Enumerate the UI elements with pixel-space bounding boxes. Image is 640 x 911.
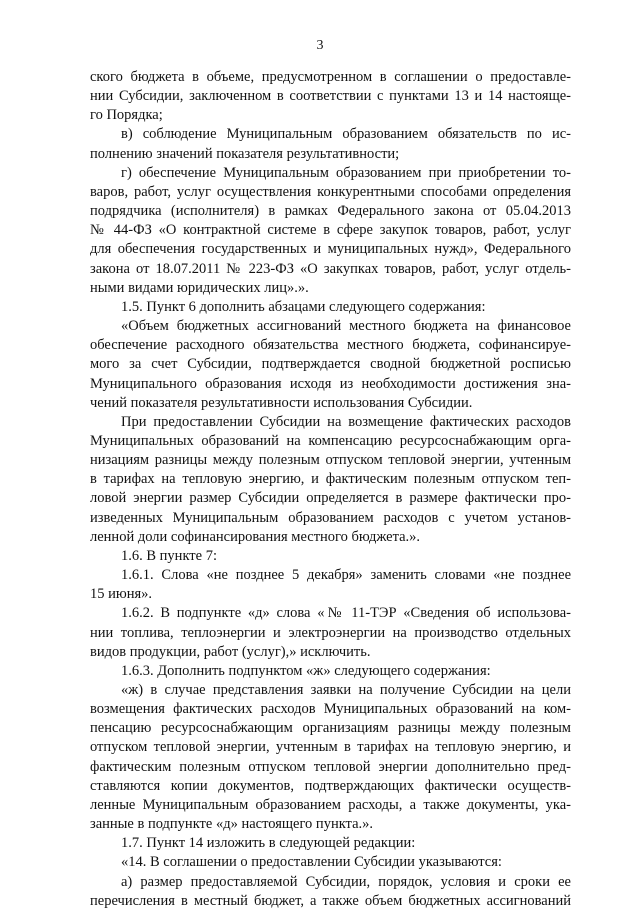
paragraph-1-7 (90, 834, 571, 853)
document-body (90, 68, 571, 911)
text-line: ского бюджета в объеме, предусмотренном в соглашении о предоставле- (90, 69, 571, 85)
text-line: для обеспечения государственных и муниципальных нужд», Федерального (90, 241, 571, 258)
page-number: 3 (316, 38, 324, 53)
text-line: 1.6.1. Слова «не позднее 5 декабря» заменить словами «не позднее (121, 567, 571, 584)
text-line: нии Субсидии, заключенном в соответствии с пунктами 13 и 14 настояще- (90, 88, 571, 105)
paragraph-1-6-3 (90, 662, 571, 681)
text-line: варов, работ, услуг осуществления конкурентными способами определения (90, 183, 571, 200)
text-line: «Объем бюджетных ассигнований местного бюджета на финансовое (121, 318, 571, 335)
text-line: полнению значений показателя результативности; (90, 145, 400, 162)
text-line: а) размер предоставляемой Субсидии, порядок, условия и сроки ее (121, 873, 571, 890)
text-line: Муниципального образования исходя из необходимости достижения зна- (90, 375, 571, 392)
text-line: 15 июня». (90, 586, 153, 603)
text-line: перечисления в местный бюджет, а также объем бюджетных ассигнований (90, 892, 571, 909)
paragraph-item-a (90, 873, 571, 911)
paragraph-budget-volume (90, 68, 571, 125)
text-line: «14. В соглашении о предоставлении Субсидии указываются: (121, 854, 502, 871)
paragraph-1-6-2 (90, 604, 571, 661)
text-line: 1.6. В пункте 7: (121, 547, 217, 564)
text-line: ленные Муниципальным образованием расходы, а также документы, ука- (90, 796, 571, 813)
text-line: ловой энергии размер Субсидии определяется в размере фактически про- (90, 490, 571, 507)
text-line: 1.7. Пункт 14 изложить в следующей редакции: (121, 835, 416, 852)
text-line: низациям разницы между полезным отпуском тепловой энергии, учтенным (90, 452, 571, 469)
text-line: чений показателя результативности использования Субсидии. (90, 394, 473, 411)
text-line: 1.5. Пункт 6 дополнить абзацами следующего содержания: (121, 298, 486, 315)
text-line: закона от 18.07.2011 № 223-ФЗ «О закупках товаров, работ, услуг отдель- (90, 260, 571, 277)
paragraph-item-14 (90, 853, 571, 872)
text-line: обеспечение расходного обязательства местного бюджета, софинансируе- (90, 337, 571, 354)
text-line: мого за счет Субсидии, подтверждается сводной бюджетной росписью (90, 356, 571, 373)
text-line: изведенных Муниципальным образованием расходов с учетом установ- (90, 509, 571, 526)
text-line: 1.6.3. Дополнить подпунктом «ж» следующего содержания: (121, 662, 491, 679)
text-line: в) соблюдение Муниципальным образованием обязательств по ис- (121, 126, 571, 143)
paragraph-item-g (90, 164, 571, 298)
text-line: го Порядка; (90, 107, 163, 124)
text-line: «ж) в случае представления заявки на получение Субсидии на цели (121, 682, 571, 698)
paragraph-subsidy-compensation (90, 413, 571, 547)
text-line: ставляются копии документов, подтверждающих фактически осуществ- (90, 777, 571, 794)
text-line: фактическим полезным отпуском тепловой энергии дополнительно пред- (90, 758, 571, 775)
paragraph-budget-allocations (90, 317, 571, 413)
text-line: возмещения фактических расходов Муниципальных образований на ком- (90, 701, 571, 718)
text-line: 1.6.2. В подпункте «д» слова «№ 11-ТЭР «Сведения об использова- (121, 605, 571, 622)
text-line: Муниципальных образований на компенсацию ресурсоснабжающим орга- (90, 432, 571, 449)
text-line: подрядчика (исполнителя) в рамках Федерального закона от 05.04.2013 (90, 203, 571, 220)
paragraph-1-5 (90, 298, 571, 317)
text-line: нии топлива, теплоэнергии и электроэнергии на производство отдельных (90, 624, 571, 641)
text-line: ленной доли софинансирования местного бюджета.». (90, 528, 421, 545)
text-line: пенсацию ресурсоснабжающим организациям разницы между полезным (90, 720, 571, 737)
text-line: г) обеспечение Муниципальным образованием при приобретении то- (121, 164, 571, 181)
text-line: ными видами юридических лиц».». (90, 279, 309, 296)
text-line: отпуском тепловой энергии, учтенным в тарифах на тепловую энергию, и (90, 739, 571, 756)
text-line: При предоставлении Субсидии на возмещение фактических расходов (121, 413, 571, 430)
text-line: видов продукции, работ (услуг),» исключить. (90, 643, 371, 660)
text-line: № 44-ФЗ «О контрактной системе в сфере закупок товаров, работ, услуг (90, 222, 571, 239)
paragraph-item-zh (90, 681, 571, 834)
text-line: в тарифах на тепловую энергию, и фактическим полезным отпуском теп- (90, 471, 571, 488)
paragraph-1-6-1 (90, 566, 571, 604)
paragraph-item-v (90, 125, 571, 163)
paragraph-1-6 (90, 547, 571, 566)
text-line: занные в подпункте «д» настоящего пункта.». (90, 816, 374, 833)
